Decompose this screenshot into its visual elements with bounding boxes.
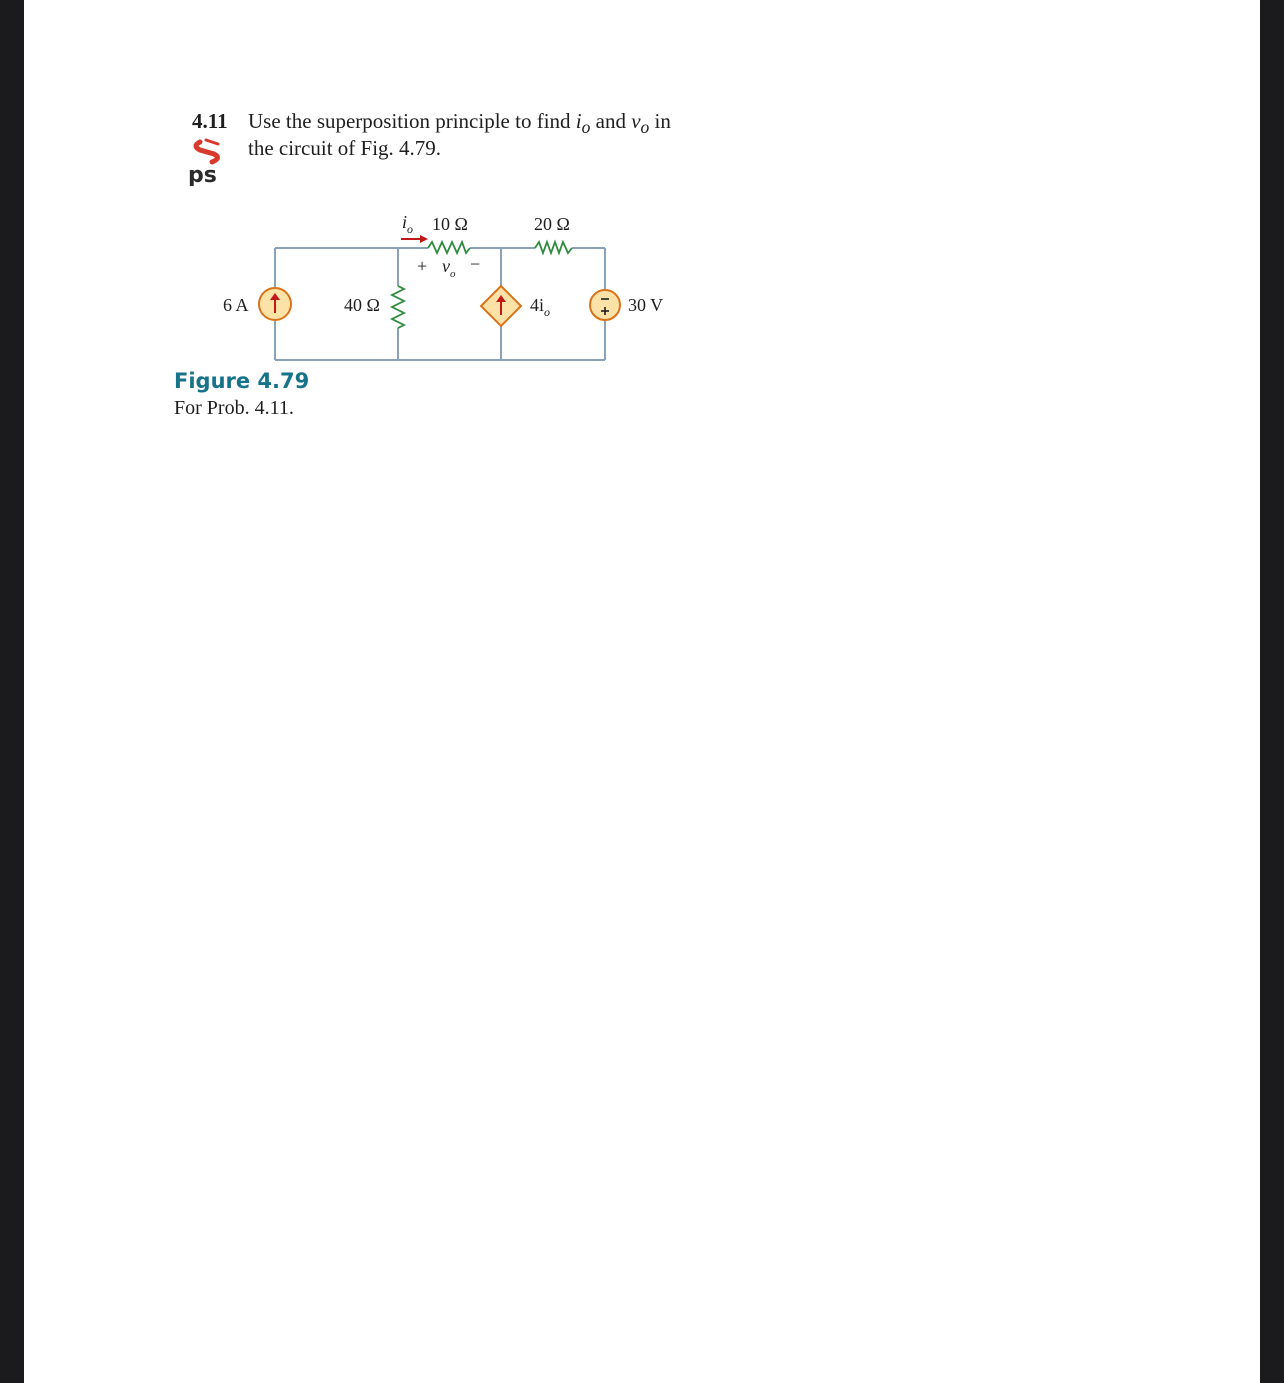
io-label: $i_o$ <box>402 212 414 236</box>
figure-caption: For Prob. 4.11. <box>174 397 294 419</box>
dependent-current-source <box>481 286 521 326</box>
resistor-20-label: 20 Ω <box>534 214 570 234</box>
problem-number: 4.11 <box>192 109 228 133</box>
io-current-arrow <box>401 235 428 243</box>
voltage-source-label: 30 V <box>628 295 664 315</box>
resistor-10-label: 10 Ω <box>432 214 468 234</box>
resistor-40-ohm <box>392 286 404 328</box>
current-source-6a <box>259 288 291 320</box>
figure-title: Figure 4.79 <box>174 369 310 393</box>
vo-plus-sign: + <box>417 256 428 276</box>
vo-label: $v_o$ <box>442 256 456 280</box>
problem-text-line-1: Use the superposition principle to find $i_o$ and $v_o$ in <box>248 109 671 138</box>
current-source-label: 6 A <box>223 295 249 315</box>
resistor-40-label: 40 Ω <box>344 295 380 315</box>
circuit-wires <box>275 248 605 360</box>
dependent-source-label: $4i_o$ <box>530 295 551 319</box>
resistor-10-ohm <box>428 242 470 253</box>
document-page <box>24 0 1260 1383</box>
ps-icon-text: ps <box>188 163 217 186</box>
problem-text-line-2: the circuit of Fig. 4.79. <box>248 136 442 160</box>
vo-minus-sign: − <box>470 254 481 274</box>
resistor-20-ohm <box>535 242 572 253</box>
voltage-source-30v <box>590 290 620 320</box>
